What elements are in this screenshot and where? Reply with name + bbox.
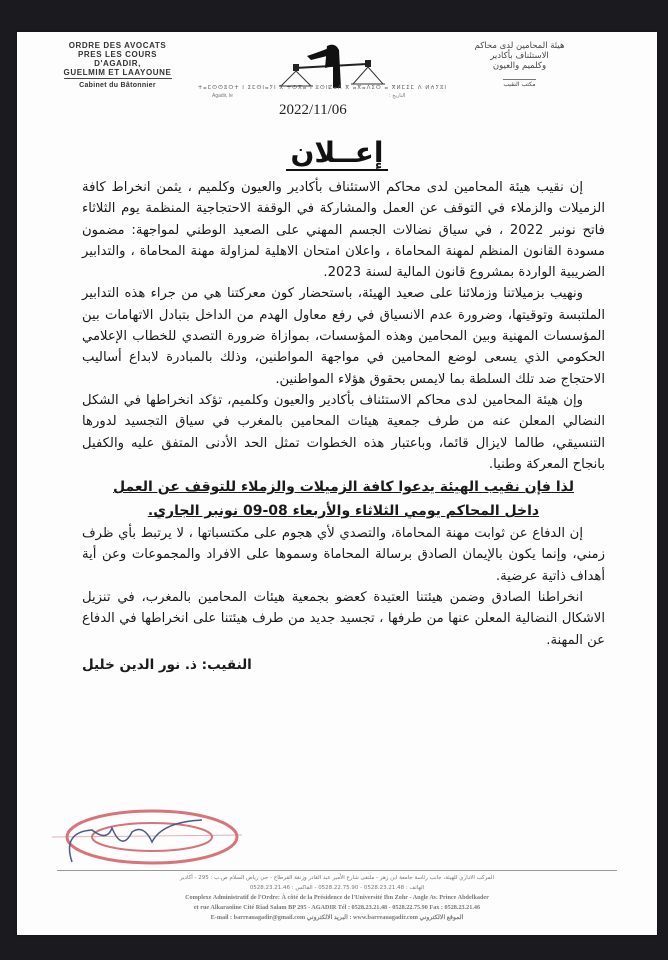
strike-call-line: داخل المحاكم يومي الثلاثاء والأربعاء 08-09 نونبر الجاري. xyxy=(147,503,540,520)
place-label-ar: التاريخ : xyxy=(389,93,406,99)
paragraph: ونهيب بزميلاتنا وزملائنا على صعيد الهيئة، باستحضار كون معركتنا هي من جراء هذه التدابير الملتبسة وتوقيتها، وضرورة عدم الانسياق في رفع معاول الهدم من الداخل بتبادل الاتهامات بين المؤسسات المهنية وبين المحامين وهذه المؤسسات، بموازاة ضرورة التصدي للخطاب الإعلامي الحكومي الذي يسعى لوضع المحامين في مواجهة المواطنين، وذلك بالمبادرة لابداع أساليب الاحتجاج ضد تلك السلطة بما لايمس بحقوق هؤلاء المواطنين. xyxy=(82,286,605,387)
signatory: النقيب: ذ. نور الدين خليل xyxy=(82,656,252,673)
letterhead-tifinagh: ⵜⴰⵎⵙⵙⵓⵔⵜ ⵏ ⵉⵎⵙⵏⴰⵢⵏ ⴳ ⵜⵙⴳⴰ ⵏ ⵓⵙⵏⵇⴰⴷ ⴳ ⴰⴳⴰⴷⵉⵔ ⴰ ⴳⵍⵎⵉⵎ ⴷ ⵍⵄⵢⵓⵏ xyxy=(197,85,448,91)
scales-of-justice-icon xyxy=(267,42,397,90)
bar-association-name-fr xyxy=(35,41,200,79)
letterhead-footer xyxy=(57,870,617,923)
cabinet-label-ar: مكتب النقيب xyxy=(503,81,536,88)
strike-call-line: لذا فإن نقيب الهيئة يدعوا كافة الزميلات والزملاء للتوقف عن العمل xyxy=(113,479,574,496)
paragraph: انخراطنا الصادق وضمن هيئتنا العتيدة كعضو بجمعية هيئات المحامين بالمغرب، في تنزيل الاشكال النضالية المعلن عنها من طرفها ، تجسيد جديد من طرف هيئتنا على انخراطها في الدفاع عن المهنة. xyxy=(82,590,605,648)
footer-address-fr: Complexe Administratif de l'Ordre: À côté de la Présidence de l'Université Ibn Zohr - Angle Av. Prince Abdelkader xyxy=(185,894,489,901)
official-stamp-icon xyxy=(52,802,242,872)
footer-email: E-mail : barreauagadir@gmail.com البريد الالكتروني : www.barreauagadir.com الموقع الالكتروني xyxy=(210,914,464,921)
letterhead-french xyxy=(35,41,200,89)
paragraph: إن الدفاع عن ثوابت مهنة المحاماة، والتصدي لأي هجوم على مكتسباتها ، لا يرتبط بأي ظرف زمني، وإنما يكون بالإيمان الصادق برسالة المحاماة وسموها على الافراد والمجموعات وعن أية أهداف ذاتية عرضية. xyxy=(82,526,605,584)
paragraph: إن نقيب هيئة المحامين لدى محاكم الاستئناف بأكادير والعيون وكلميم ، يثمن انخراط كافة الزميلات والزملاء في التوقف عن العمل والمشاركة في الوقفة الاحتجاجية المنظمة يوم الثلاثاء فاتح نونبر 2022 ، في سياق نضالات الجسم المهني على الصعيد الوطني لمواجهة: مضمون مسودة القانون المنظم لمهنة المحاماة ، واعلان امتحان الاهلية لمزاولة مهنة المحاماة ، والتدابير الضريبية الواردة بمشروع قانون المالية لسنة 2023. xyxy=(82,180,605,281)
org-line: GUELMIM ET LAAYOUNE xyxy=(63,68,172,77)
footer-phone-ar: الهاتف : 0528.23.21.48 - 0528.22.75.90 - الفاكس : 0528.23.21.46 xyxy=(249,885,425,891)
org-line: ORDRE DES AVOCATS xyxy=(68,41,167,50)
bar-association-name-ar xyxy=(452,41,587,71)
document-title xyxy=(17,136,657,169)
letterhead-arabic xyxy=(452,41,587,90)
announcement-document xyxy=(17,32,657,935)
paragraph: وإن هيئة المحامين لدى محاكم الاستئناف بأكادير والعيون وكلميم، تؤكد انخراطها في الشكل النضالي المعلن عنه من طرف جمعية هيئات المحامين بالمغرب في سياق التجسيد لدورها التنسيقي، طالما لايزال قائما، وباعتبار هذه الخطوات تمثل الحد الأدنى المتفق عليه والكفيل بانجاح المعركة وطنيا. xyxy=(82,392,605,472)
document-body xyxy=(82,177,605,676)
org-line: D'AGADIR, xyxy=(94,59,141,68)
org-line: هيئة المحامين لدى محاكم xyxy=(474,41,565,51)
footer-phone-fr: et rue Alkaraoiine Cité Riad Salam BP 295 - AGADIR Tél : 0528.23.21.48 - 0528.22.75.90 Fax : 0528.23.21.46 xyxy=(193,904,481,911)
cabinet-label-fr: Cabinet du Bâtonnier xyxy=(79,82,156,89)
org-line: وكلميم والعيون xyxy=(492,61,547,71)
org-line: الاستئناف بأكادير xyxy=(490,51,549,61)
org-line: PRES LES COURS xyxy=(77,50,158,59)
document-date: 2022/11/06 xyxy=(279,102,347,118)
title-text: إعــلان xyxy=(286,136,387,171)
footer-address-ar: المركب الاداري للهيئة، جانب رئاسة جامعة ابن زهر - ملتقى شارع الأمير عبد القادر وزنقة القرطاج - حي رياض السلام ص.ب : 295 - أكادير xyxy=(179,875,495,881)
strike-call xyxy=(72,475,615,523)
place-label-fr: Agadir, le xyxy=(212,93,233,99)
footer-divider xyxy=(57,870,617,871)
